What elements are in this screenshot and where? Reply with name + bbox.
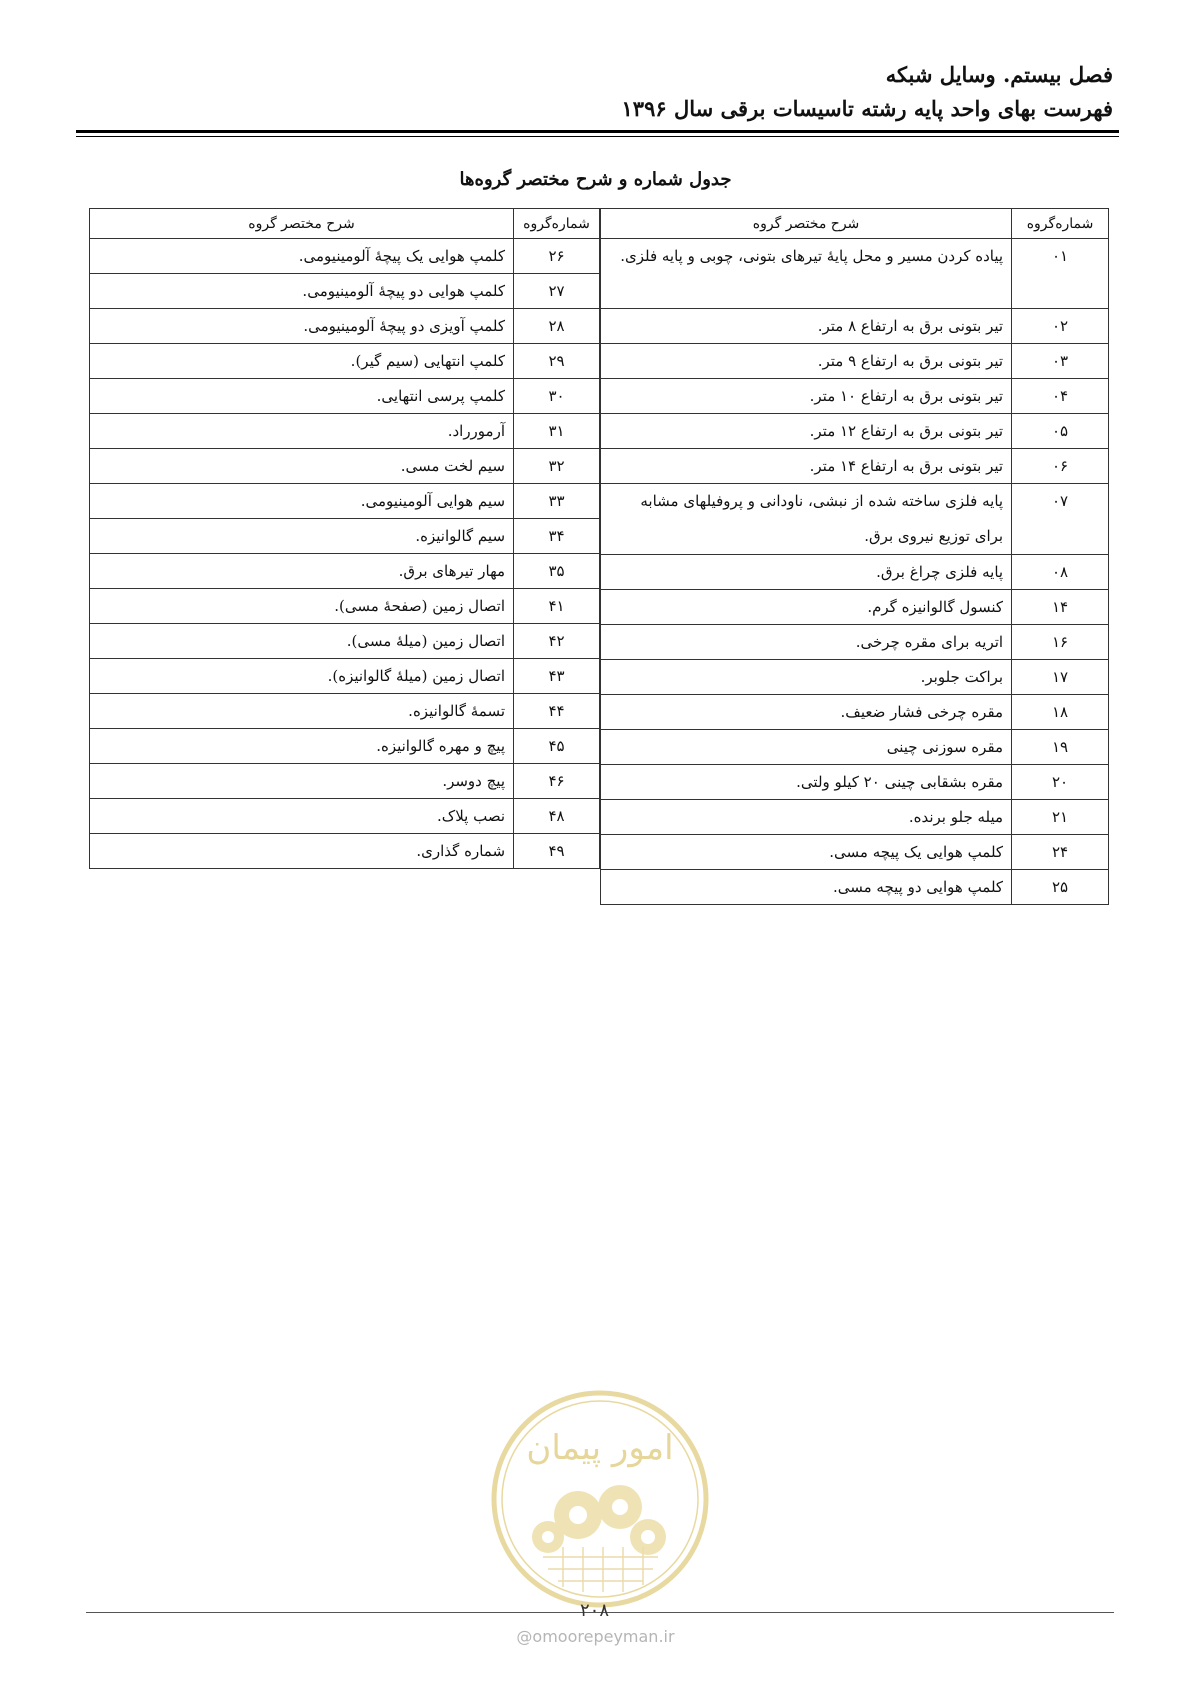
group-number: ۳۳: [514, 484, 600, 519]
table-row: [90, 274, 600, 309]
table-row: [601, 660, 1109, 695]
group-description: سیم لخت مسی.: [90, 449, 514, 484]
table-row: [90, 519, 600, 554]
group-number: ۳۵: [514, 554, 600, 589]
watermark-seal-icon: [488, 1387, 713, 1612]
table-row: [601, 800, 1109, 835]
group-description: براکت جلوبر.: [601, 660, 1012, 695]
group-description: اتصال زمین (میلهٔ مسی).: [90, 624, 514, 659]
group-description: تسمهٔ گالوانیزه.: [90, 694, 514, 729]
table-row: [601, 590, 1109, 625]
seal-text: امور پیمان: [526, 1428, 674, 1468]
group-number: ۱۶: [1012, 625, 1109, 660]
table-row: [90, 484, 600, 519]
group-number: ۰۲: [1012, 309, 1109, 344]
group-description: کلمپ هوایی دو پیچهٔ آلومینیومی.: [90, 274, 514, 309]
table-row: [601, 765, 1109, 800]
table-row: [601, 484, 1109, 555]
group-description: مقره بشقابی چینی ۲۰ کیلو ولتی.: [601, 765, 1012, 800]
group-description: میله جلو برنده.: [601, 800, 1012, 835]
group-description: اتصال زمین (صفحهٔ مسی).: [90, 589, 514, 624]
group-description: مهار تیرهای برق.: [90, 554, 514, 589]
group-number: ۴۱: [514, 589, 600, 624]
group-number: ۴۸: [514, 799, 600, 834]
group-number: ۴۳: [514, 659, 600, 694]
group-description: پیاده کردن مسیر و محل پایهٔ تیرهای بتونی، چوبی و پایه فلزی.: [601, 239, 1012, 309]
group-number: ۴۹: [514, 834, 600, 869]
group-description: کلمپ هوایی یک پیچه مسی.: [601, 835, 1012, 870]
table-row: [601, 414, 1109, 449]
group-description: پیچ دوسر.: [90, 764, 514, 799]
table-row: [601, 449, 1109, 484]
chapter-title: فصل بیستم. وسایل شبکه: [885, 62, 1113, 87]
table-row: [601, 555, 1109, 590]
group-description: پایه فلزی چراغ برق.: [601, 555, 1012, 590]
group-number: ۰۴: [1012, 379, 1109, 414]
table-row: [601, 835, 1109, 870]
group-description: سیم گالوانیزه.: [90, 519, 514, 554]
table-row: [601, 730, 1109, 765]
group-description: تیر بتونی برق به ارتفاع ۸ متر.: [601, 309, 1012, 344]
group-number: ۰۵: [1012, 414, 1109, 449]
group-number: ۱۸: [1012, 695, 1109, 730]
column-header-number: شماره‌گروه: [1012, 209, 1109, 239]
table-row: [90, 694, 600, 729]
group-number: ۱۹: [1012, 730, 1109, 765]
header-rule-thick: [76, 130, 1119, 133]
group-number: ۲۱: [1012, 800, 1109, 835]
document-title: فهرست بهای واحد پایه رشته تاسیسات برقی سال ۱۳۹۶: [621, 96, 1113, 121]
table-row: [90, 659, 600, 694]
groups-table-left: [89, 208, 600, 869]
table-row: [601, 695, 1109, 730]
group-number: ۰۷: [1012, 484, 1109, 555]
group-number: ۰۸: [1012, 555, 1109, 590]
table-row: [90, 729, 600, 764]
group-number: ۲۶: [514, 239, 600, 274]
group-number: ۰۱: [1012, 239, 1109, 309]
group-number: ۲۹: [514, 344, 600, 379]
group-number: ۱۷: [1012, 660, 1109, 695]
group-description: اتریه برای مقره چرخی.: [601, 625, 1012, 660]
website-watermark: @omoorepeyman.ir: [516, 1627, 675, 1646]
page-header: [73, 58, 1113, 126]
table-row: [90, 589, 600, 624]
group-description: کلمپ هوایی یک پیچهٔ آلومینیومی.: [90, 239, 514, 274]
group-description: کلمپ انتهایی (سیم گیر).: [90, 344, 514, 379]
table-row: [601, 344, 1109, 379]
group-description: کنسول گالوانیزه گرم.: [601, 590, 1012, 625]
table-row: [601, 239, 1109, 309]
table-row: [90, 554, 600, 589]
table-row: [90, 239, 600, 274]
group-number: ۲۷: [514, 274, 600, 309]
group-description: کلمپ آویزی دو پیچهٔ آلومینیومی.: [90, 309, 514, 344]
table-row: [601, 379, 1109, 414]
column-header-description: شرح مختصر گروه: [90, 209, 514, 239]
group-description: تیر بتونی برق به ارتفاع ۹ متر.: [601, 344, 1012, 379]
table-title: جدول شماره و شرح مختصر گروه‌ها: [459, 169, 732, 190]
page-number: ۲۰۸: [580, 1600, 610, 1621]
group-description: کلمپ هوایی دو پیچه مسی.: [601, 870, 1012, 905]
group-number: ۲۰: [1012, 765, 1109, 800]
group-number: ۲۸: [514, 309, 600, 344]
group-number: ۴۵: [514, 729, 600, 764]
group-description: سیم هوایی آلومینیومی.: [90, 484, 514, 519]
group-number: ۲۴: [1012, 835, 1109, 870]
column-header-description: شرح مختصر گروه: [601, 209, 1012, 239]
table-row: [90, 624, 600, 659]
group-description: مقره سوزنی چینی: [601, 730, 1012, 765]
group-description: اتصال زمین (میلهٔ گالوانیزه).: [90, 659, 514, 694]
group-description: مقره چرخی فشار ضعیف.: [601, 695, 1012, 730]
group-description: شماره گذاری.: [90, 834, 514, 869]
group-number: ۳۰: [514, 379, 600, 414]
table-row: [90, 344, 600, 379]
table-row: [90, 309, 600, 344]
group-number: ۳۲: [514, 449, 600, 484]
table-row: [90, 764, 600, 799]
group-number: ۲۵: [1012, 870, 1109, 905]
group-number: ۴۲: [514, 624, 600, 659]
group-number: ۳۱: [514, 414, 600, 449]
group-description: پایه فلزی ساخته شده از نبشی، ناودانی و پروفیلهای مشابه برای توزیع نیروی برق.: [601, 484, 1012, 555]
groups-table-right: [600, 208, 1109, 905]
group-description: آرمورراد.: [90, 414, 514, 449]
group-number: ۳۴: [514, 519, 600, 554]
header-rule-thin: [76, 136, 1119, 137]
column-header-number: شماره‌گروه: [514, 209, 600, 239]
table-row: [90, 414, 600, 449]
table-row: [601, 309, 1109, 344]
group-number: ۰۶: [1012, 449, 1109, 484]
group-description: کلمپ پرسی انتهایی.: [90, 379, 514, 414]
table-row: [90, 834, 600, 869]
group-number: ۰۳: [1012, 344, 1109, 379]
table-row: [90, 799, 600, 834]
group-number: ۴۴: [514, 694, 600, 729]
group-number: ۴۶: [514, 764, 600, 799]
group-number: ۱۴: [1012, 590, 1109, 625]
table-row: [90, 379, 600, 414]
group-description: پیچ و مهره گالوانیزه.: [90, 729, 514, 764]
group-description: تیر بتونی برق به ارتفاع ۱۴ متر.: [601, 449, 1012, 484]
group-description: تیر بتونی برق به ارتفاع ۱۰ متر.: [601, 379, 1012, 414]
table-row: [601, 870, 1109, 905]
table-row: [90, 449, 600, 484]
group-description: نصب پلاک.: [90, 799, 514, 834]
table-row: [601, 625, 1109, 660]
group-description: تیر بتونی برق به ارتفاع ۱۲ متر.: [601, 414, 1012, 449]
